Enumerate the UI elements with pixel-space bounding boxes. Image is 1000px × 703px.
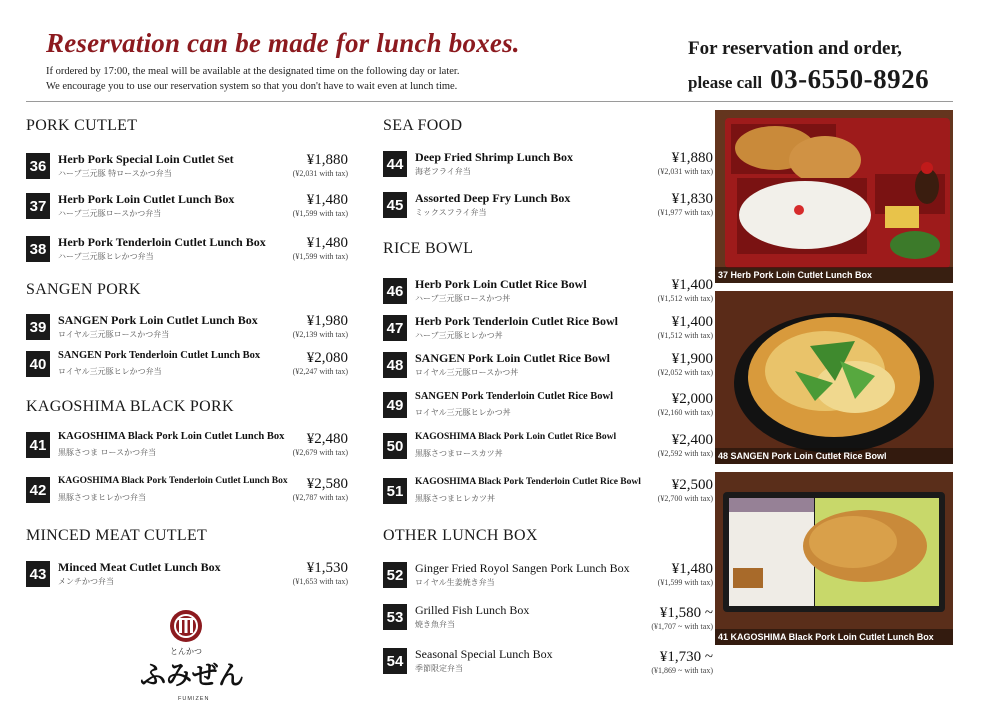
item-number-badge: 44	[383, 151, 407, 177]
item-price: ¥2,480	[306, 431, 348, 447]
item-japanese-name: 黒豚さつまロースカツ丼	[415, 449, 503, 458]
item-japanese-name: ハーブ三元豚ロースかつ弁当	[58, 209, 162, 218]
menu-item-48[interactable]	[383, 351, 713, 381]
item-price-with-tax: (¥2,052 with tax)	[657, 368, 713, 377]
menu-item-44[interactable]	[383, 150, 713, 180]
item-price-with-tax: (¥2,679 with tax)	[292, 448, 348, 457]
item-price: ¥1,980	[306, 313, 348, 329]
menu-item-43[interactable]	[26, 560, 348, 590]
logo-script: ふみぜん	[140, 661, 245, 691]
item-price-with-tax: (¥1,869 ~ with tax)	[651, 666, 713, 675]
phone-line	[688, 64, 929, 95]
fumizen-logo	[140, 604, 250, 703]
item-price-with-tax: (¥1,599 with tax)	[292, 209, 348, 218]
item-price-with-tax: (¥2,031 with tax)	[292, 169, 348, 178]
section-other-lunch-box: OTHER LUNCH BOX	[383, 527, 538, 544]
item-number-badge: 37	[26, 193, 50, 219]
menu-item-39[interactable]	[26, 313, 348, 343]
menu-item-46[interactable]	[383, 277, 713, 307]
reservation-line: For reservation and order,	[688, 38, 902, 59]
item-price-with-tax: (¥1,977 with tax)	[657, 208, 713, 217]
item-price: ¥2,080	[306, 350, 348, 366]
item-number-badge: 41	[26, 432, 50, 458]
item-price-with-tax: (¥2,160 with tax)	[657, 408, 713, 417]
item-japanese-name: ロイヤル三元豚ロースかつ弁当	[58, 330, 170, 339]
item-japanese-name: ロイヤル三元豚ロースかつ丼	[415, 368, 519, 377]
item-price: ¥2,000	[671, 391, 713, 407]
call-label: please call	[688, 73, 763, 92]
item-name: KAGOSHIMA Black Pork Tenderloin Cutlet Rice Bowl	[415, 477, 641, 487]
section-sangen-pork: SANGEN PORK	[26, 281, 141, 298]
section-kagoshima-black-pork: KAGOSHIMA BLACK PORK	[26, 398, 234, 415]
item-name: KAGOSHIMA Black Pork Loin Cutlet Rice Bowl	[415, 432, 617, 442]
item-name: SANGEN Pork Tenderloin Cutlet Lunch Box	[58, 350, 261, 361]
item-price: ¥2,500	[671, 477, 713, 493]
item-price: ¥1,480	[306, 192, 348, 208]
bento-photo-image	[715, 110, 953, 283]
item-number-badge: 40	[26, 351, 50, 377]
item-name: Assorted Deep Fry Lunch Box	[415, 191, 571, 205]
photo-caption: 37 Herb Pork Loin Cutlet Lunch Box	[715, 267, 953, 283]
item-price: ¥1,480	[671, 561, 713, 577]
menu-item-50[interactable]	[383, 432, 713, 462]
menu-item-37[interactable]	[26, 192, 348, 222]
item-price-with-tax: (¥2,031 with tax)	[657, 167, 713, 176]
item-name: SANGEN Pork Loin Cutlet Rice Bowl	[415, 351, 610, 365]
item-price: ¥1,900	[671, 351, 713, 367]
item-number-badge: 54	[383, 648, 407, 674]
item-japanese-name: ハーブ三元豚 特ロースかつ弁当	[58, 169, 172, 178]
section-minced-meat-cutlet: MINCED MEAT CUTLET	[26, 527, 208, 544]
item-price: ¥1,830	[671, 191, 713, 207]
header-divider	[26, 101, 953, 102]
item-name: Herb Pork Tenderloin Cutlet Rice Bowl	[415, 314, 618, 328]
logo-kanji-small: とんかつ	[170, 647, 202, 656]
item-japanese-name: ミックスフライ弁当	[415, 208, 487, 217]
item-japanese-name: ハーブ三元豚ヒレかつ弁当	[58, 252, 154, 261]
item-japanese-name: ハーブ三元豚ヒレかつ丼	[415, 331, 503, 340]
item-number-badge: 36	[26, 153, 50, 179]
item-price-with-tax: (¥1,599 with tax)	[292, 252, 348, 261]
item-number-badge: 53	[383, 604, 407, 630]
item-price: ¥1,400	[671, 314, 713, 330]
section-pork-cutlet: PORK CUTLET	[26, 117, 138, 134]
item-name: Ginger Fried Royol Sangen Pork Lunch Box	[415, 561, 630, 575]
menu-item-54[interactable]	[383, 647, 713, 677]
item-number-badge: 51	[383, 478, 407, 504]
item-japanese-name: 焼き魚弁当	[415, 620, 455, 629]
item-japanese-name: ロイヤル三元豚ヒレかつ弁当	[58, 367, 162, 376]
item-price-with-tax: (¥1,512 with tax)	[657, 331, 713, 340]
item-price: ¥1,530	[306, 560, 348, 576]
menu-item-53[interactable]	[383, 603, 713, 633]
menu-item-36[interactable]	[26, 152, 348, 182]
item-price-with-tax: (¥1,707 ~ with tax)	[651, 622, 713, 631]
reservation-note: We encourage you to use our reservation system so that you don't have to wait even at lunch time.	[46, 81, 458, 92]
item-japanese-name: ハーブ三元豚ロースかつ丼	[415, 294, 511, 303]
item-number-badge: 43	[26, 561, 50, 587]
item-japanese-name: ロイヤル三元豚ヒレかつ丼	[415, 408, 511, 417]
item-japanese-name: ロイヤル生姜焼き弁当	[415, 578, 495, 587]
item-number-badge: 38	[26, 236, 50, 262]
item-price-with-tax: (¥1,653 with tax)	[292, 577, 348, 586]
item-price: ¥1,480	[306, 235, 348, 251]
section-seafood: SEA FOOD	[383, 117, 463, 134]
item-price: ¥2,580	[306, 476, 348, 492]
item-number-badge: 45	[383, 192, 407, 218]
item-name: Herb Pork Special Loin Cutlet Set	[58, 152, 234, 166]
item-name: Herb Pork Loin Cutlet Rice Bowl	[415, 277, 587, 291]
menu-item-42[interactable]	[26, 476, 348, 506]
item-name: Grilled Fish Lunch Box	[415, 603, 530, 617]
item-number-badge: 48	[383, 352, 407, 378]
menu-item-51[interactable]	[383, 477, 713, 507]
item-price-with-tax: (¥2,787 with tax)	[292, 493, 348, 502]
item-price: ¥1,880	[671, 150, 713, 166]
item-japanese-name: 黒豚さつまヒレかつ弁当	[58, 493, 146, 502]
menu-item-45[interactable]	[383, 191, 713, 221]
item-name: Seasonal Special Lunch Box	[415, 647, 553, 661]
order-note: If ordered by 17:00, the meal will be available at the designated time on the following day or later.	[46, 66, 460, 77]
item-price: ¥1,730 ~	[659, 649, 713, 665]
photo-lunch-box-41	[715, 472, 953, 645]
photo-rice-bowl-48	[715, 291, 953, 464]
item-name: Herb Pork Tenderloin Cutlet Lunch Box	[58, 235, 266, 249]
menu-item-40[interactable]	[26, 350, 348, 380]
menu-item-52[interactable]	[383, 561, 713, 591]
item-japanese-name: 季節限定弁当	[415, 664, 463, 673]
photo-lunch-box-37	[715, 110, 953, 283]
item-price-with-tax: (¥2,592 with tax)	[657, 449, 713, 458]
section-rice-bowl: RICE BOWL	[383, 240, 474, 257]
item-japanese-name: メンチかつ弁当	[58, 577, 114, 586]
item-number-badge: 39	[26, 314, 50, 340]
item-price-with-tax: (¥2,700 with tax)	[657, 494, 713, 503]
item-price: ¥1,400	[671, 277, 713, 293]
item-number-badge: 46	[383, 278, 407, 304]
item-japanese-name: 黒豚さつまヒレカツ丼	[415, 494, 495, 503]
item-price: ¥1,580 ~	[659, 605, 713, 621]
item-japanese-name: 海老フライ弁当	[415, 167, 471, 176]
item-name: SANGEN Pork Tenderloin Cutlet Rice Bowl	[415, 391, 614, 402]
item-number-badge: 49	[383, 392, 407, 418]
fumizen-logo-mark	[140, 604, 250, 703]
photo-caption: 41 KAGOSHIMA Black Pork Loin Cutlet Lunch Box	[715, 629, 953, 645]
page-title: Reservation can be made for lunch boxes.	[46, 28, 520, 58]
rice-bowl-photo-image	[715, 291, 953, 464]
item-price-with-tax: (¥1,599 with tax)	[657, 578, 713, 587]
item-number-badge: 47	[383, 315, 407, 341]
logo-wordmark: FUMIZEN	[178, 696, 210, 702]
photo-caption: 48 SANGEN Pork Loin Cutlet Rice Bowl	[715, 448, 953, 464]
menu-item-49[interactable]	[383, 391, 713, 421]
item-name: KAGOSHIMA Black Pork Loin Cutlet Lunch Box	[58, 431, 285, 442]
item-number-badge: 52	[383, 562, 407, 588]
menu-item-47[interactable]	[383, 314, 713, 344]
menu-item-41[interactable]	[26, 431, 348, 461]
item-price: ¥1,880	[306, 152, 348, 168]
item-japanese-name: 黒豚さつま ロースかつ弁当	[58, 448, 157, 457]
item-name: KAGOSHIMA Black Pork Tenderloin Cutlet Lunch Box	[58, 476, 288, 486]
item-name: Minced Meat Cutlet Lunch Box	[58, 560, 221, 574]
menu-item-38[interactable]	[26, 235, 348, 265]
phone-number[interactable]: 03-6550-8926	[770, 64, 930, 94]
black-pork-photo-image	[715, 472, 953, 645]
item-price-with-tax: (¥1,512 with tax)	[657, 294, 713, 303]
item-number-badge: 50	[383, 433, 407, 459]
item-price: ¥2,400	[671, 432, 713, 448]
item-name: SANGEN Pork Loin Cutlet Lunch Box	[58, 313, 258, 327]
item-name: Deep Fried Shrimp Lunch Box	[415, 150, 574, 164]
item-name: Herb Pork Loin Cutlet Lunch Box	[58, 192, 235, 206]
item-price-with-tax: (¥2,247 with tax)	[292, 367, 348, 376]
item-price-with-tax: (¥2,139 with tax)	[292, 330, 348, 339]
item-number-badge: 42	[26, 477, 50, 503]
